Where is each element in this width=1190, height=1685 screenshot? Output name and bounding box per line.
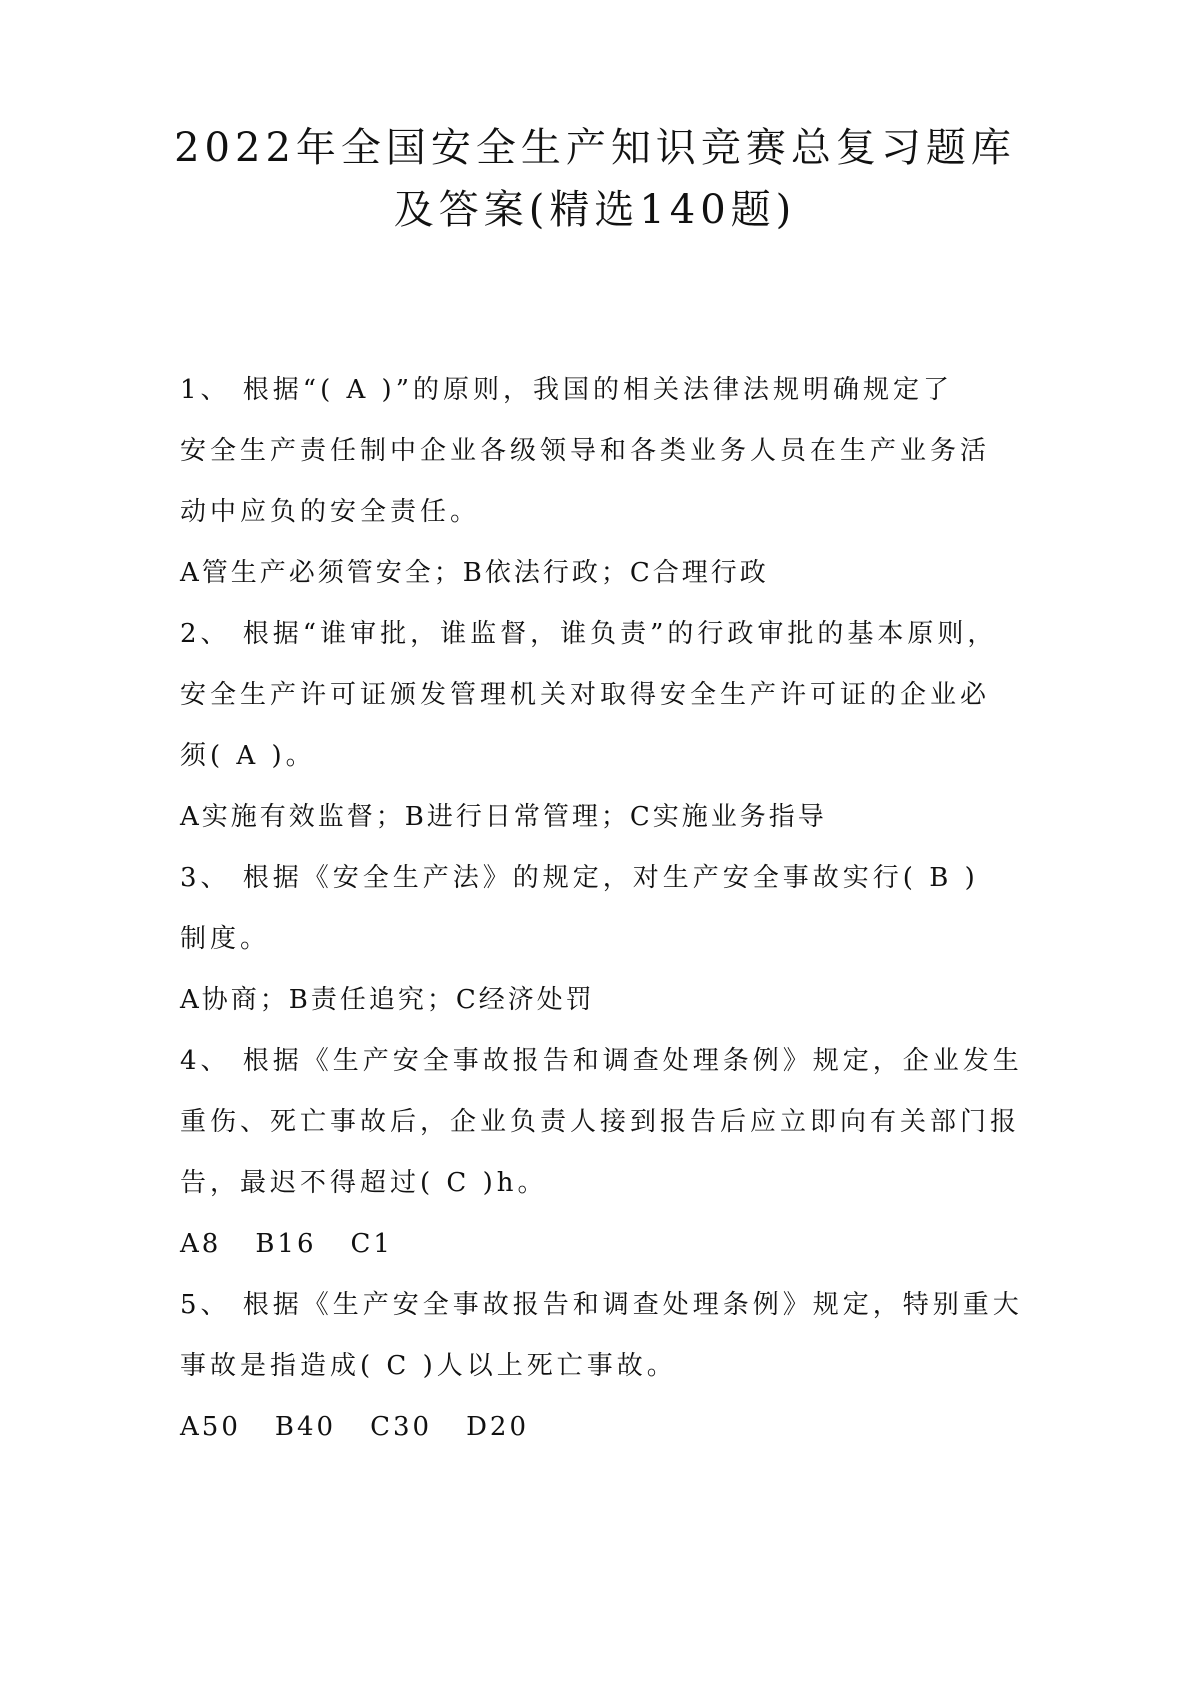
option-b: B16 — [255, 1229, 317, 1259]
question-3-line-2: 制度。 — [180, 924, 271, 954]
option-b: B40 — [274, 1412, 337, 1442]
question-2-line-3: 须( A )。 — [180, 741, 316, 771]
question-5-line-1: 5、 根据《生产安全事故报告和调查处理条例》规定，特别重大 — [180, 1290, 1023, 1320]
question-5-line-2: 事故是指造成( C )人以上死亡事故。 — [180, 1351, 677, 1381]
document-title-line-2: 及答案(精选140题) — [393, 187, 797, 233]
question-5-options — [180, 1409, 529, 1445]
question-3-line-1: 3、 根据《安全生产法》的规定，对生产安全事故实行( B ) — [180, 863, 979, 893]
question-1-line-2: 安全生产责任制中企业各级领导和各类业务人员在生产业务活 — [180, 436, 991, 466]
question-1-line-3: 动中应负的安全责任。 — [180, 497, 481, 527]
question-2-options: A实施有效监督；B进行日常管理；C实施业务指导 — [180, 802, 827, 832]
question-4-line-3: 告，最迟不得超过( C )h。 — [180, 1168, 548, 1198]
question-2-line-1: 2、 根据“谁审批，谁监督，谁负责”的行政审批的基本原则， — [180, 619, 998, 649]
option-a: A50 — [180, 1412, 241, 1442]
question-1-options: A管生产必须管安全；B依法行政；C合理行政 — [180, 558, 769, 588]
option-c: C30 — [370, 1412, 433, 1442]
question-4-options — [180, 1226, 393, 1262]
question-3-options: A协商；B责任追究；C经济处罚 — [180, 985, 595, 1015]
document-title-line-1: 2022年全国安全生产知识竞赛总复习题库 — [174, 125, 1016, 171]
question-1-line-1: 1、 根据“( A )”的原则，我国的相关法律法规明确规定了 — [180, 375, 953, 405]
option-a: A8 — [180, 1229, 222, 1259]
option-c: C1 — [350, 1229, 393, 1259]
question-2-line-2: 安全生产许可证颁发管理机关对取得安全生产许可证的企业必 — [180, 680, 991, 710]
option-d: D20 — [466, 1412, 529, 1442]
question-4-line-1: 4、 根据《生产安全事故报告和调查处理条例》规定，企业发生 — [180, 1046, 1023, 1076]
question-4-line-2: 重伤、死亡事故后，企业负责人接到报告后应立即向有关部门报 — [180, 1107, 1021, 1137]
